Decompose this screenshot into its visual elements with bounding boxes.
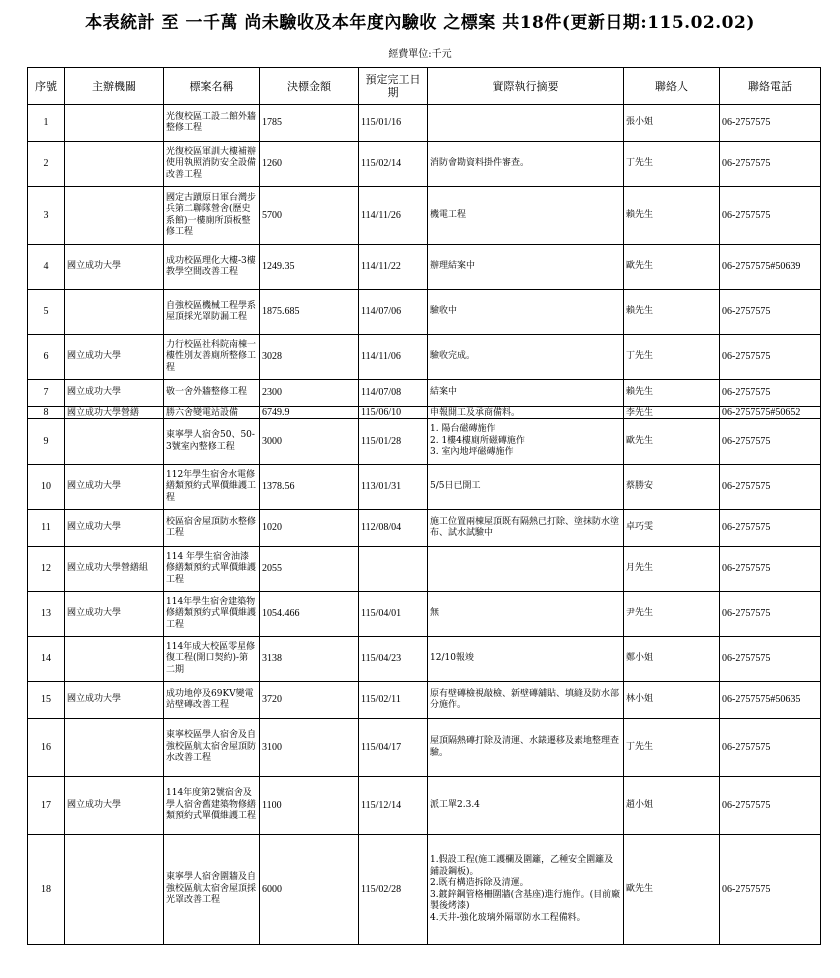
cell-award-amount: 3028 [260,335,359,380]
cell-progress-summary: 屋頂隔熱磚打除及清運、水錶遷移及素地整理查驗。 [428,719,624,777]
cell-due-date: 115/06/10 [359,407,428,419]
cell-award-amount: 3720 [260,682,359,719]
cell-contact: 丁先生 [624,142,720,187]
cell-award-amount: 3138 [260,637,359,682]
cell-tender-name: 光復校區軍訓大樓補辦使用執照消防安全設備改善工程 [164,142,260,187]
cell-due-date: 114/11/06 [359,335,428,380]
cell-tender-name: 東寧學人宿舍圍牆及自強校區航太宿舍屋頂採光罩改善工程 [164,835,260,945]
cell-contact: 歐先生 [624,835,720,945]
cell-due-date: 115/04/17 [359,719,428,777]
cell-tender-name: 112年學生宿舍水電修繕類預約式單價維護工程 [164,465,260,510]
cell-due-date: 115/04/23 [359,637,428,682]
cell-agency [65,105,164,142]
cell-tender-name: 114年成大校區零星修復工程(開口契約)-第二期 [164,637,260,682]
cell-agency: 國立成功大學 [65,245,164,290]
page-title: 本表統計 至 一千萬 尚未驗收及本年度內驗收 之標案 共18件(更新日期:115.02.02) [85,13,755,33]
cell-phone: 06-2757575 [720,335,821,380]
cell-contact: 賴先生 [624,290,720,335]
cell-award-amount: 5700 [260,187,359,245]
table-row [28,682,821,719]
cell-index: 1 [28,105,65,142]
cell-phone: 06-2757575#50635 [720,682,821,719]
cell-due-date: 114/07/06 [359,290,428,335]
cell-due-date: 114/07/08 [359,380,428,407]
cell-due-date: 115/02/14 [359,142,428,187]
cell-agency: 國立成功大學 [65,335,164,380]
cell-index: 11 [28,510,65,547]
cell-contact: 歐先生 [624,419,720,465]
table-row [28,777,821,835]
table-row [28,592,821,637]
cell-index: 9 [28,419,65,465]
cell-tender-name: 114 年學生宿舍油漆修繕類預約式單價維護工程 [164,547,260,592]
cell-agency [65,142,164,187]
cell-progress-summary: 1. 陽台磁磚施作 2. 1樓4樓廁所磁磚施作 3. 室內地坪磁磚施作 [428,419,624,465]
cell-progress-summary: 無 [428,592,624,637]
cell-due-date: 115/01/28 [359,419,428,465]
header-cell-award-amount: 決標金額 [260,68,359,105]
cell-phone: 06-2757575 [720,419,821,465]
cell-index: 18 [28,835,65,945]
cell-due-date: 115/04/01 [359,592,428,637]
cell-phone: 06-2757575 [720,835,821,945]
cell-phone: 06-2757575 [720,719,821,777]
cell-index: 3 [28,187,65,245]
cell-due-date [359,547,428,592]
cell-index: 15 [28,682,65,719]
table-row [28,290,821,335]
cell-progress-summary: 結案中 [428,380,624,407]
cell-tender-name: 114年度第2號宿舍及學人宿舍舊建築物修繕類預約式單價維護工程 [164,777,260,835]
cell-tender-name: 成功校區理化大樓-3樓教學空間改善工程 [164,245,260,290]
cell-phone: 06-2757575#50639 [720,245,821,290]
cell-index: 6 [28,335,65,380]
cell-due-date: 115/02/11 [359,682,428,719]
cell-tender-name: 成功地停及69KV變電站壁磚改善工程 [164,682,260,719]
cell-progress-summary: 消防會勘資料掛件審查。 [428,142,624,187]
cell-agency: 國立成功大學營繕 [65,407,164,419]
budget-unit-note: 經費單位:千元 [388,49,452,60]
table-row [28,835,821,945]
cell-index: 2 [28,142,65,187]
header-cell-contact: 聯絡人 [624,68,720,105]
cell-index: 4 [28,245,65,290]
cell-agency [65,835,164,945]
cell-contact: 月先生 [624,547,720,592]
cell-agency [65,419,164,465]
cell-award-amount: 1785 [260,105,359,142]
cell-contact: 趙小姐 [624,777,720,835]
cell-tender-name: 國定古蹟原日軍台灣步兵第二聯隊營舍(歷史系館)一樓廁所頂板整修工程 [164,187,260,245]
header-cell-agency: 主辦機關 [65,68,164,105]
cell-award-amount: 1875.685 [260,290,359,335]
cell-award-amount: 1054.466 [260,592,359,637]
cell-due-date: 115/02/28 [359,835,428,945]
table-row [28,380,821,407]
cell-phone: 06-2757575 [720,510,821,547]
cell-award-amount: 6749.9 [260,407,359,419]
cell-due-date: 115/01/16 [359,105,428,142]
table-row [28,245,821,290]
cell-contact: 蔡勝安 [624,465,720,510]
cell-award-amount: 1260 [260,142,359,187]
cell-phone: 06-2757575 [720,380,821,407]
cell-phone: 06-2757575 [720,777,821,835]
header-cell-due-date: 預定完工日期 [359,68,428,105]
cell-agency: 國立成功大學營繕組 [65,547,164,592]
cell-contact: 卓巧雯 [624,510,720,547]
cell-index: 13 [28,592,65,637]
cell-contact: 歐先生 [624,245,720,290]
cell-progress-summary: 12/10報竣 [428,637,624,682]
cell-progress-summary: 派工單2.3.4 [428,777,624,835]
header-cell-progress-summary: 實際執行摘要 [428,68,624,105]
cell-index: 17 [28,777,65,835]
cell-progress-summary: 機電工程 [428,187,624,245]
table-row [28,510,821,547]
cell-agency: 國立成功大學 [65,380,164,407]
cell-award-amount: 1249.35 [260,245,359,290]
cell-progress-summary: 原有壁磚檢視敲檢、新壁磚舖貼、填縫及防水部分施作。 [428,682,624,719]
cell-agency: 國立成功大學 [65,465,164,510]
header-cell-phone: 聯絡電話 [720,68,821,105]
table-row [28,419,821,465]
cell-agency: 國立成功大學 [65,592,164,637]
table-row [28,637,821,682]
table-row [28,407,821,419]
cell-index: 14 [28,637,65,682]
table-row [28,142,821,187]
cell-tender-name: 自強校區機械工程學系屋頂採光罩防漏工程 [164,290,260,335]
cell-contact: 張小姐 [624,105,720,142]
header-cell-tender-name: 標案名稱 [164,68,260,105]
cell-phone: 06-2757575 [720,290,821,335]
cell-award-amount: 6000 [260,835,359,945]
cell-progress-summary: 5/5日已開工 [428,465,624,510]
cell-tender-name: 東寧學人宿舍50、50-3號室內整修工程 [164,419,260,465]
cell-agency [65,719,164,777]
cell-tender-name: 勝六舍變電站設備 [164,407,260,419]
cell-index: 10 [28,465,65,510]
cell-agency: 國立成功大學 [65,777,164,835]
cell-award-amount: 1100 [260,777,359,835]
cell-phone: 06-2757575#50652 [720,407,821,419]
cell-index: 5 [28,290,65,335]
cell-due-date: 115/12/14 [359,777,428,835]
cell-award-amount: 3100 [260,719,359,777]
table-row [28,547,821,592]
cell-contact: 林小姐 [624,682,720,719]
cell-due-date: 114/11/26 [359,187,428,245]
cell-contact: 丁先生 [624,335,720,380]
cell-agency [65,637,164,682]
cell-progress-summary [428,105,624,142]
cell-award-amount: 2055 [260,547,359,592]
cell-phone: 06-2757575 [720,187,821,245]
cell-tender-name: 114年學生宿舍建築物修繕類預約式單價維護工程 [164,592,260,637]
cell-contact: 丁先生 [624,719,720,777]
cell-agency [65,290,164,335]
cell-tender-name: 力行校區社科院南棟一樓性別友善廁所整修工程 [164,335,260,380]
cell-award-amount: 1020 [260,510,359,547]
cell-progress-summary: 申報開工及承商備料。 [428,407,624,419]
table-row [28,719,821,777]
cell-contact: 尹先生 [624,592,720,637]
cell-contact: 鄭小姐 [624,637,720,682]
cell-phone: 06-2757575 [720,547,821,592]
cell-index: 7 [28,380,65,407]
cell-contact: 李先生 [624,407,720,419]
cell-progress-summary: 驗收完成。 [428,335,624,380]
cell-phone: 06-2757575 [720,105,821,142]
table-row [28,105,821,142]
cell-index: 16 [28,719,65,777]
cell-contact: 賴先生 [624,380,720,407]
cell-due-date: 114/11/22 [359,245,428,290]
tender-table [27,67,821,945]
cell-index: 12 [28,547,65,592]
cell-phone: 06-2757575 [720,465,821,510]
cell-index: 8 [28,407,65,419]
cell-due-date: 112/08/04 [359,510,428,547]
cell-progress-summary: 1.假設工程(施工護欄及圍籬，乙種安全圍籬及鋪設鋼板)。 2.既有構造拆除及清運。 3.鍍鋅鋼管格柵圍牆(含基座)進行施作。(目前廠製後烤漆) 4.天井-強化玻璃外隔罩防水工程備料。 [428,835,624,945]
table-row [28,335,821,380]
cell-progress-summary: 施工位置兩棟屋頂既有隔熱已打除、塗抹防水塗布、試水試驗中 [428,510,624,547]
cell-tender-name: 東寧校區學人宿舍及自強校區航太宿舍屋頂防水改善工程 [164,719,260,777]
cell-agency: 國立成功大學 [65,682,164,719]
cell-award-amount: 3000 [260,419,359,465]
cell-tender-name: 光復校區工設二館外牆整修工程 [164,105,260,142]
cell-contact: 賴先生 [624,187,720,245]
cell-tender-name: 校區宿舍屋頂防水整修工程 [164,510,260,547]
cell-progress-summary: 辦理結案中 [428,245,624,290]
cell-due-date: 113/01/31 [359,465,428,510]
cell-award-amount: 2300 [260,380,359,407]
cell-phone: 06-2757575 [720,592,821,637]
cell-award-amount: 1378.56 [260,465,359,510]
cell-agency [65,187,164,245]
table-row [28,187,821,245]
cell-progress-summary [428,547,624,592]
header-cell-index: 序號 [28,68,65,105]
table-row [28,465,821,510]
cell-progress-summary: 驗收中 [428,290,624,335]
cell-phone: 06-2757575 [720,142,821,187]
table-header-row [28,68,821,105]
cell-phone: 06-2757575 [720,637,821,682]
cell-agency: 國立成功大學 [65,510,164,547]
cell-tender-name: 敬一舍外牆整修工程 [164,380,260,407]
